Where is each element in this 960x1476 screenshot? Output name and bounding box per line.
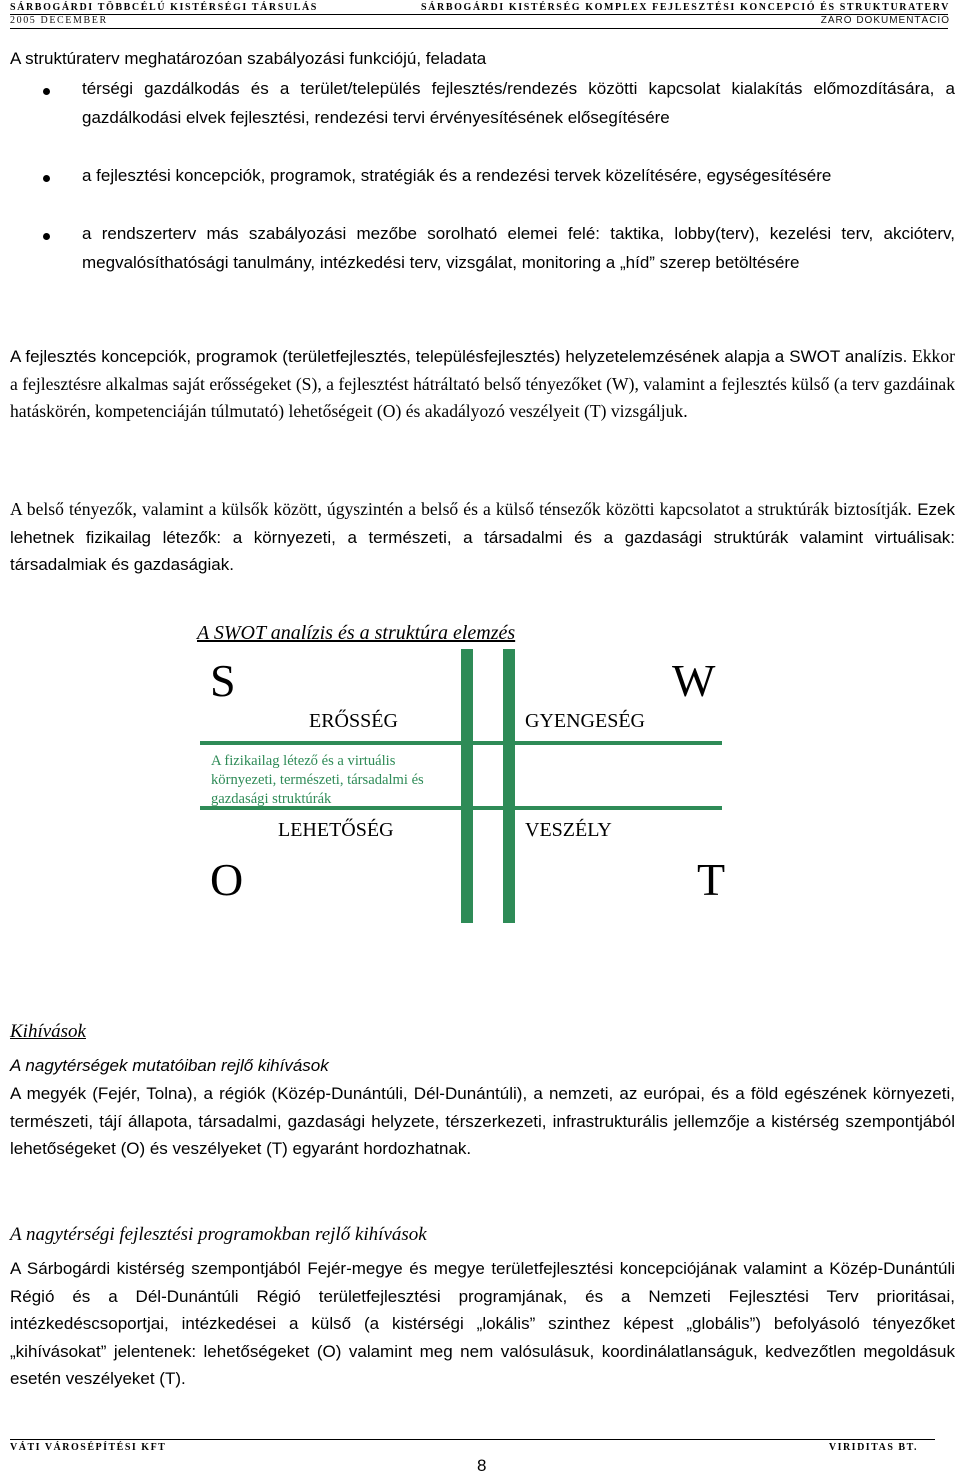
factors-paragraph bbox=[10, 496, 955, 579]
challenges-subheading-2: A nagytérségi fejlesztési programokban rejlő kihívások bbox=[10, 1224, 427, 1245]
swot-letter-w: W bbox=[672, 655, 716, 706]
header-bottom-divider bbox=[10, 28, 948, 29]
intro-bullet-3: a rendszerterv más szabályozási mezőbe sorolható elemei felé: taktika, lobby(terv), kezelési terv, akcióterv, megvalósíthatósági tanulmány, intézkedési terv, vizsgálat, monitoring a „híd” szerep betöltésére bbox=[82, 224, 955, 272]
intro-lead: A struktúraterv meghatározóan szabályozási funkciójú, feladata bbox=[10, 49, 487, 68]
challenges-text-2: A Sárbogárdi kistérség szempontjából Fejér-megye és megye területfejlesztési koncepciójának valamint a Közép-Dunántúli Régió és a Dél-Dunántúli Régió területfejlesztési programjának, és a Nemzeti Fejlesztési Terv prioritásai, intézkedéscsoportjai, intézkedései a külső (a kistérségi „lokális” szinthez képest „globális”) befolyásoló tényezőket „kihívásokat” jelentenek: lehetőségeket (O) valamint meg nem valósulásuk, koordinálatlanságuk, kedvezőtlen megoldásuk esetén veszélyeket (T). bbox=[10, 1259, 955, 1388]
swot-vertical-bar-left bbox=[461, 649, 473, 923]
swot-opportunity-label: LEHETŐSÉG bbox=[278, 819, 394, 841]
header-document-type: ZÁRÓ DOKUMENTÁCIÓ bbox=[820, 15, 950, 26]
swot-intro-sans: A fejlesztés koncepciók, programok (területfejlesztés, településfejlesztés) helyzetelemzésének alapja a SWOT analízis. bbox=[10, 347, 908, 366]
swot-horizontal-bar-top bbox=[200, 741, 722, 745]
page-number: 8 bbox=[477, 1456, 487, 1475]
swot-intro-serif: Ekkor a fejlesztésre alkalmas saját erősségeket (S), a fejlesztést hátráltató belső tényezőket (W), valamint a fejlesztés külső (a terv gazdáinak hatáskörén, kompetenciáján túlmutató) lehetőségeit (O) és akadályozó veszélyeit (T) vizsgáljuk. bbox=[10, 346, 955, 421]
swot-diagram-title: A SWOT analízis és a struktúra elemzés bbox=[197, 622, 516, 644]
bullet-dot bbox=[43, 233, 50, 240]
swot-weakness-label: GYENGESÉG bbox=[525, 710, 645, 732]
header-organization: SÁRBOGÁRDI TÖBBCÉLÚ KISTÉRSÉGI TÁRSULÁS bbox=[10, 2, 318, 13]
swot-letter-s: S bbox=[210, 655, 236, 706]
footer-right: VIRIDITAS BT. bbox=[828, 1442, 918, 1453]
bullet-dot bbox=[43, 175, 50, 182]
header-date: 2005 DECEMBER bbox=[10, 15, 108, 26]
swot-vertical-bar-right bbox=[503, 649, 515, 923]
swot-strength-label: ERŐSSÉG bbox=[309, 710, 398, 732]
intro-bullet-2: a fejlesztési koncepciók, programok, stratégiák és a rendezési tervek közelítésére, egységesítésére bbox=[82, 166, 832, 185]
swot-letter-o: O bbox=[210, 854, 244, 905]
challenges-text-1: A megyék (Fejér, Tolna), a régiók (Közép-Dunántúli, Dél-Dunántúli), a nemzeti, az európai, és a föld egészének környezeti, természeti, tájí állapota, társadalmi, gazdasági helyzete, térszerkezeti, infrastrukturális jellemzője a kistérség szempontjából lehetőségeket (O) és veszélyeket (T) egyaránt hordozhatnak. bbox=[10, 1084, 955, 1158]
swot-intro-paragraph bbox=[10, 343, 955, 426]
factors-sans: Ezek lehetnek fizikailag létezők: a környezeti, a természeti, a társadalmi és a gazdasági struktúrák valamint virtuálisak: társadalmiak és gazdaságiak. bbox=[10, 500, 955, 574]
swot-threat-label: VESZÉLY bbox=[525, 819, 612, 841]
intro-bullet-1: térségi gazdálkodás és a terület/település fejlesztés/rendezés közötti kapcsolat kialakítás előmozdítására, a gazdálkodási elvek fejlesztési, rendezési tervi érvényesítésének elősegítésére bbox=[82, 79, 955, 127]
swot-structures-note: A fizikailag létező és a virtuális környezeti, természeti, társadalmi és gazdasági struktúrák bbox=[211, 753, 424, 807]
bullet-dot bbox=[43, 88, 50, 95]
footer-left: VÁTI VÁROSÉPÍTÉSI KFT bbox=[10, 1442, 167, 1453]
swot-letter-t: T bbox=[697, 854, 726, 905]
factors-serif: A belső tényezők, valamint a külsők között, úgyszintén a belső és a külső ténsezők közötti kapcsolatot a struktúrák biztosítják. bbox=[10, 499, 912, 519]
challenges-heading: Kihívások bbox=[10, 1021, 86, 1042]
page-header-bottom bbox=[10, 15, 950, 28]
header-document-title: SÁRBOGÁRDI KISTÉRSÉG KOMPLEX FEJLESZTÉSI KONCEPCIÓ ÉS STRUKTURATERV bbox=[421, 2, 950, 13]
footer-divider bbox=[10, 1439, 935, 1440]
challenges-subheading-1: A nagytérségek mutatóiban rejlő kihívások bbox=[10, 1056, 329, 1075]
